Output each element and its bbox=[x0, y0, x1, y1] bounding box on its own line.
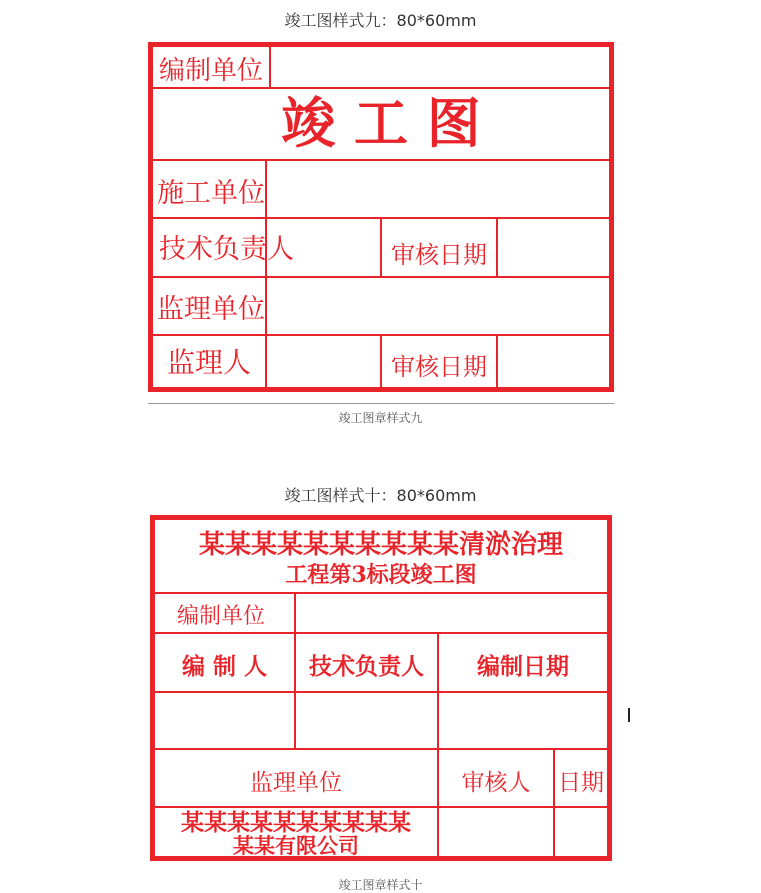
label-supervision-unit: 监理单位 bbox=[250, 770, 342, 796]
section10-title: 竣工图样式十：80*60mm bbox=[284, 486, 477, 505]
label-reviewer: 审核人 bbox=[461, 770, 531, 796]
stamp-heading-line2: 工程第3标段竣工图 bbox=[285, 562, 477, 588]
label-review-date: 审核日期 bbox=[391, 353, 487, 381]
section9-caption: 竣工图章样式九 bbox=[338, 411, 423, 425]
text-cursor-mark bbox=[628, 708, 630, 722]
company-name-line2: 某某有限公司 bbox=[233, 833, 359, 858]
section9-title: 竣工图样式九：80*60mm bbox=[284, 11, 477, 30]
label-compile-unit: 编制单位 bbox=[159, 56, 264, 86]
stamp-style-10 bbox=[150, 515, 612, 861]
divider bbox=[269, 47, 271, 87]
label-technical-lead: 技术负责人 bbox=[159, 234, 294, 265]
label-supervision-unit: 监理单位 bbox=[157, 294, 265, 325]
label-construction-unit: 施工单位 bbox=[157, 178, 265, 209]
divider bbox=[155, 592, 607, 594]
stamp-heading-line1: 某某某某某某某某某某清淤治理 bbox=[198, 530, 563, 560]
label-compiler: 编 制 人 bbox=[181, 653, 267, 680]
stamp-style-9 bbox=[148, 42, 614, 392]
label-technical-lead: 技术负责人 bbox=[309, 653, 424, 680]
divider bbox=[153, 276, 609, 278]
divider bbox=[496, 334, 498, 387]
label-compile-date: 编制日期 bbox=[477, 653, 569, 680]
separator-line bbox=[148, 403, 614, 404]
divider bbox=[496, 217, 498, 276]
divider bbox=[153, 159, 609, 161]
divider bbox=[153, 87, 609, 89]
divider bbox=[155, 632, 607, 634]
divider bbox=[155, 806, 607, 808]
label-supervisor: 监理人 bbox=[167, 346, 252, 379]
company-name-line1: 某某某某某某某某某某 bbox=[181, 809, 411, 836]
divider bbox=[155, 691, 607, 693]
label-compile-unit: 编制单位 bbox=[177, 604, 266, 629]
section10-caption: 竣工图章样式十 bbox=[338, 878, 423, 892]
label-review-date: 审核日期 bbox=[391, 241, 487, 269]
label-date: 日期 bbox=[558, 770, 604, 796]
stamp-heading: 竣 工 图 bbox=[281, 91, 481, 155]
divider bbox=[265, 159, 267, 387]
divider bbox=[155, 748, 607, 750]
